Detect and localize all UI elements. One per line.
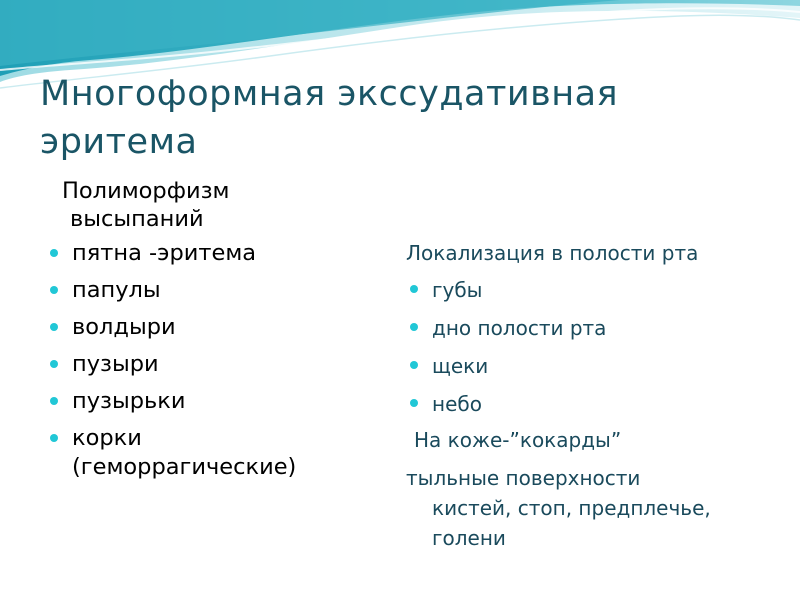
list-item (48, 313, 388, 342)
polymorphism-heading-line-2: высыпаний (70, 206, 204, 232)
polymorphism-heading-line-1: Полиморфизм (62, 178, 230, 204)
list-item (48, 239, 388, 268)
list-item-label: губы (432, 278, 483, 302)
list-item (48, 350, 388, 379)
list-item-label: пузырьки (72, 388, 186, 414)
list-item-label: дно полости рта (432, 316, 607, 340)
dorsal-surfaces-line-1: тыльные поверхности (406, 466, 641, 490)
list-item-label: щеки (432, 354, 489, 378)
bullet-dot-icon (50, 286, 58, 294)
skin-cockade-label: На коже-”кокарды” (414, 428, 622, 452)
dorsal-surfaces-text (406, 463, 786, 553)
list-item (48, 276, 388, 305)
list-item-label: папулы (72, 277, 161, 303)
localization-heading: Локализация в полости рта (406, 241, 699, 265)
localization-column (406, 238, 786, 553)
bullet-dot-icon (50, 434, 58, 442)
bullet-dot-icon (410, 399, 418, 407)
list-item-label: пузыри (72, 351, 159, 377)
bullet-dot-icon (410, 361, 418, 369)
list-item (406, 275, 786, 305)
bullet-dot-icon (50, 397, 58, 405)
eruption-polymorphism-column (48, 177, 388, 490)
bullet-dot-icon (50, 360, 58, 368)
bullet-dot-icon (410, 285, 418, 293)
list-item-label: пятна -эритема (72, 240, 257, 266)
list-item-label: волдыри (72, 314, 176, 340)
eruption-list (48, 239, 388, 482)
list-item (406, 389, 786, 419)
list-item-label: корки (72, 425, 142, 451)
title-line-1: Многоформная экссудативная (40, 74, 619, 114)
slide-title (40, 70, 760, 166)
bullet-dot-icon (50, 249, 58, 257)
bullet-dot-icon (410, 323, 418, 331)
list-item (406, 313, 786, 343)
bullet-dot-icon (50, 323, 58, 331)
list-item (406, 351, 786, 381)
list-item-continuation: (геморрагические) (72, 454, 297, 480)
title-line-2: эритема (40, 122, 198, 162)
list-item (48, 424, 388, 482)
dorsal-surfaces-line-3: голени (432, 526, 506, 550)
polymorphism-heading (48, 177, 388, 233)
list-item (48, 387, 388, 416)
localization-list (406, 275, 786, 419)
dorsal-surfaces-line-2: кистей, стоп, предплечье, (432, 496, 711, 520)
list-item-label: небо (432, 392, 482, 416)
